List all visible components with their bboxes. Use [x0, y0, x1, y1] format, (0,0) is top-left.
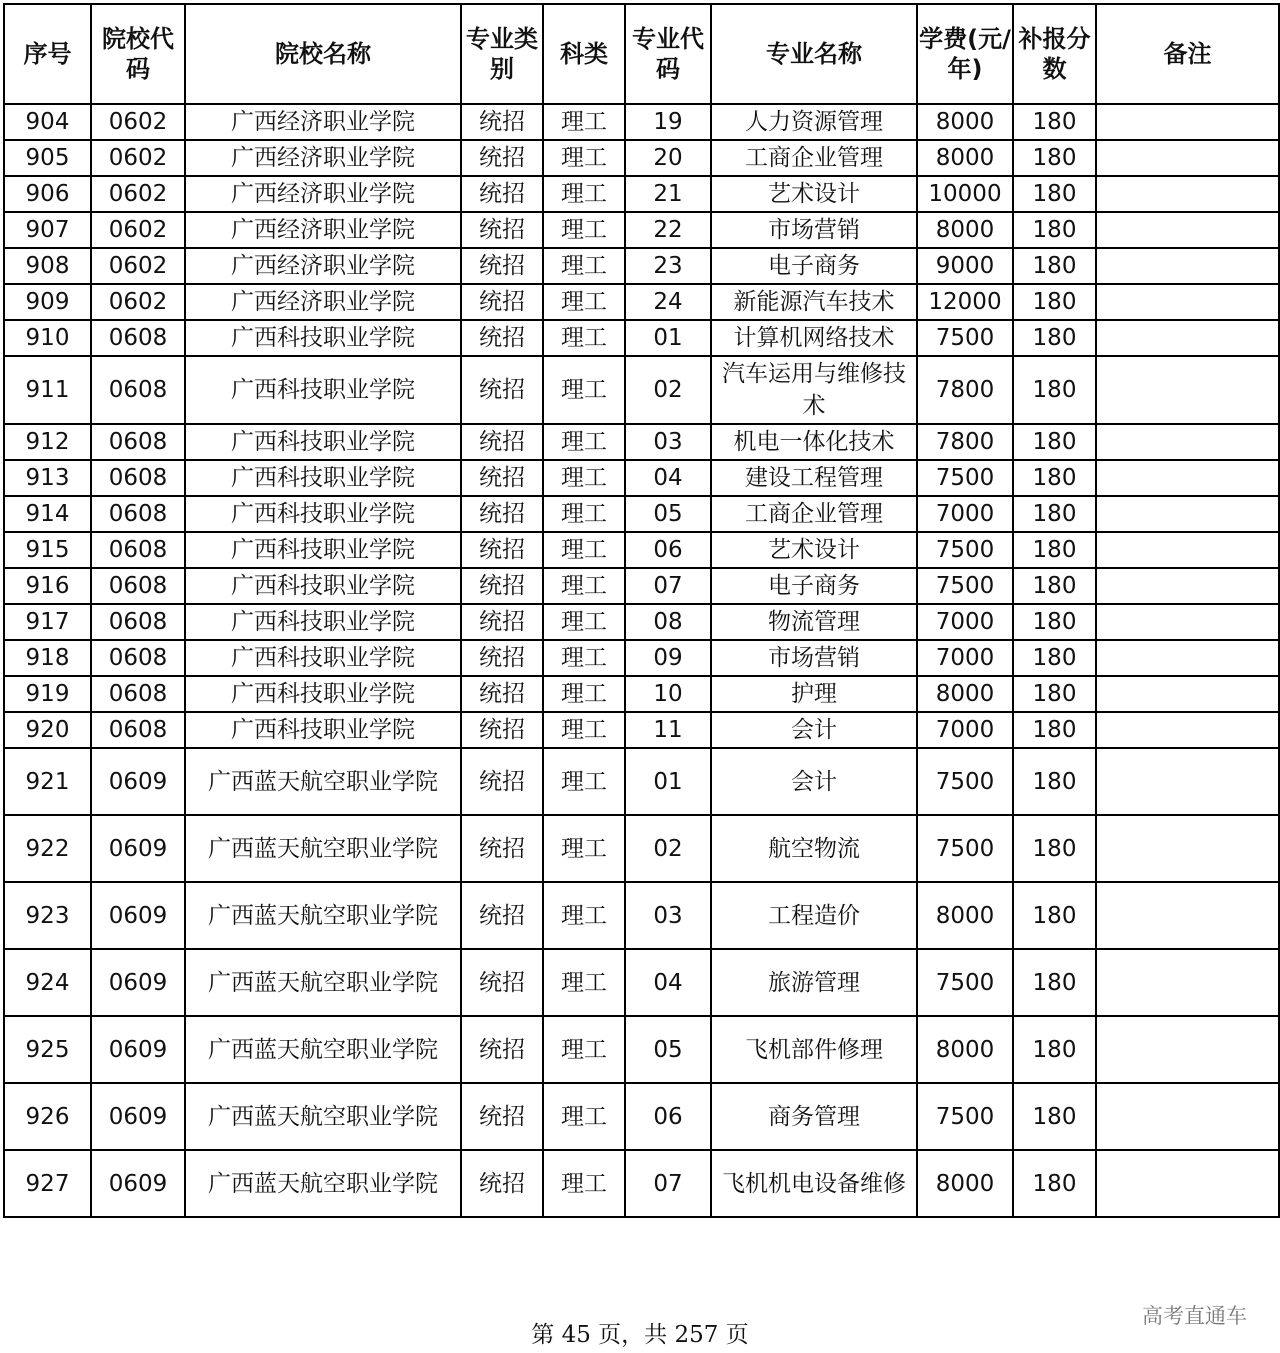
table-cell: 理工	[543, 284, 625, 320]
table-cell: 理工	[543, 212, 625, 248]
table-cell: 广西蓝天航空职业学院	[185, 815, 461, 882]
table-cell: 916	[4, 568, 91, 604]
table-row	[4, 568, 1279, 604]
table-row	[4, 815, 1279, 882]
table-cell	[1096, 496, 1279, 532]
table-cell: 市场营销	[711, 212, 917, 248]
table-cell: 180	[1013, 496, 1096, 532]
table-cell: 180	[1013, 676, 1096, 712]
table-cell: 理工	[543, 424, 625, 460]
table-cell: 统招	[461, 532, 543, 568]
table-cell	[1096, 140, 1279, 176]
table-cell: 广西科技职业学院	[185, 640, 461, 676]
table-cell	[1096, 604, 1279, 640]
table-cell: 180	[1013, 949, 1096, 1016]
table-cell	[1096, 320, 1279, 356]
table-cell: 180	[1013, 568, 1096, 604]
table-cell: 统招	[461, 604, 543, 640]
table-cell: 8000	[917, 104, 1013, 140]
table-cell: 180	[1013, 104, 1096, 140]
table-row	[4, 320, 1279, 356]
table-cell: 0608	[91, 568, 185, 604]
table-cell: 广西蓝天航空职业学院	[185, 1016, 461, 1083]
table-cell: 0609	[91, 1016, 185, 1083]
table-cell: 飞机机电设备维修	[711, 1150, 917, 1217]
table-cell: 7500	[917, 532, 1013, 568]
header-cell: 专业代码	[625, 4, 711, 104]
table-cell: 航空物流	[711, 815, 917, 882]
table-cell: 913	[4, 460, 91, 496]
table-cell: 918	[4, 640, 91, 676]
table-cell: 统招	[461, 1016, 543, 1083]
table-cell: 工商企业管理	[711, 496, 917, 532]
table-cell: 0608	[91, 320, 185, 356]
table-cell: 理工	[543, 748, 625, 815]
table-cell: 924	[4, 949, 91, 1016]
table-cell: 180	[1013, 532, 1096, 568]
table-cell: 19	[625, 104, 711, 140]
table-cell: 统招	[461, 284, 543, 320]
header-cell: 院校名称	[185, 4, 461, 104]
table-cell: 广西经济职业学院	[185, 176, 461, 212]
table-cell: 广西经济职业学院	[185, 248, 461, 284]
table-cell	[1096, 1150, 1279, 1217]
table-cell: 908	[4, 248, 91, 284]
table-cell: 理工	[543, 176, 625, 212]
table-cell: 0602	[91, 104, 185, 140]
table-cell: 12000	[917, 284, 1013, 320]
table-cell: 广西蓝天航空职业学院	[185, 1150, 461, 1217]
table-cell: 广西科技职业学院	[185, 604, 461, 640]
table-cell: 理工	[543, 815, 625, 882]
table-cell: 20	[625, 140, 711, 176]
page-footer: 第 45 页，共 257 页	[531, 1322, 749, 1348]
table-cell: 广西科技职业学院	[185, 532, 461, 568]
table-cell: 0609	[91, 882, 185, 949]
table-cell: 909	[4, 284, 91, 320]
table-cell: 03	[625, 882, 711, 949]
header-cell: 科类	[543, 4, 625, 104]
table-cell	[1096, 712, 1279, 748]
table-cell: 理工	[543, 460, 625, 496]
table-cell: 919	[4, 676, 91, 712]
table-cell: 923	[4, 882, 91, 949]
table-cell: 商务管理	[711, 1083, 917, 1150]
table-cell: 艺术设计	[711, 532, 917, 568]
table-cell: 0602	[91, 176, 185, 212]
table-cell: 理工	[543, 140, 625, 176]
table-cell: 统招	[461, 248, 543, 284]
header-cell: 专业名称	[711, 4, 917, 104]
watermark-text: 高考直通车	[1142, 1304, 1247, 1328]
table-cell: 23	[625, 248, 711, 284]
table-cell: 广西经济职业学院	[185, 104, 461, 140]
table-cell: 建设工程管理	[711, 460, 917, 496]
table-cell: 0602	[91, 140, 185, 176]
header-cell: 专业类别	[461, 4, 543, 104]
table-cell: 统招	[461, 748, 543, 815]
table-cell	[1096, 212, 1279, 248]
table-cell: 统招	[461, 356, 543, 424]
table-cell: 180	[1013, 748, 1096, 815]
table-cell: 0602	[91, 212, 185, 248]
table-cell: 11	[625, 712, 711, 748]
table-cell: 统招	[461, 320, 543, 356]
table-cell: 理工	[543, 568, 625, 604]
table-cell: 理工	[543, 248, 625, 284]
table-cell: 03	[625, 424, 711, 460]
table-cell: 24	[625, 284, 711, 320]
table-cell: 914	[4, 496, 91, 532]
table-cell: 180	[1013, 212, 1096, 248]
table-cell	[1096, 284, 1279, 320]
table-body	[4, 104, 1279, 1217]
table-cell: 会计	[711, 748, 917, 815]
table-cell: 7000	[917, 640, 1013, 676]
table-cell: 7500	[917, 949, 1013, 1016]
table-cell: 926	[4, 1083, 91, 1150]
table-cell: 912	[4, 424, 91, 460]
table-cell: 统招	[461, 140, 543, 176]
table-cell: 05	[625, 496, 711, 532]
table-cell: 04	[625, 949, 711, 1016]
table-cell: 180	[1013, 356, 1096, 424]
table-cell: 统招	[461, 1150, 543, 1217]
table-cell	[1096, 424, 1279, 460]
header-cell: 补报分数	[1013, 4, 1096, 104]
table-cell: 理工	[543, 320, 625, 356]
header-cell: 序号	[4, 4, 91, 104]
table-cell: 180	[1013, 460, 1096, 496]
table-cell	[1096, 532, 1279, 568]
table-row	[4, 496, 1279, 532]
table-cell	[1096, 248, 1279, 284]
table-cell: 广西经济职业学院	[185, 140, 461, 176]
table-cell: 旅游管理	[711, 949, 917, 1016]
table-row	[4, 212, 1279, 248]
table-cell: 市场营销	[711, 640, 917, 676]
table-cell: 电子商务	[711, 568, 917, 604]
table-cell: 8000	[917, 676, 1013, 712]
table-cell: 10000	[917, 176, 1013, 212]
table-row	[4, 104, 1279, 140]
table-cell: 180	[1013, 248, 1096, 284]
table-cell: 0609	[91, 1150, 185, 1217]
table-cell: 8000	[917, 212, 1013, 248]
table-cell: 0608	[91, 532, 185, 568]
table-cell: 180	[1013, 424, 1096, 460]
table-row	[4, 284, 1279, 320]
table-cell: 06	[625, 1083, 711, 1150]
table-cell: 统招	[461, 815, 543, 882]
table-cell: 917	[4, 604, 91, 640]
table-row	[4, 882, 1279, 949]
table-cell: 905	[4, 140, 91, 176]
table-cell: 22	[625, 212, 711, 248]
table-cell: 统招	[461, 640, 543, 676]
table-row	[4, 748, 1279, 815]
table-cell: 汽车运用与维修技术	[711, 356, 917, 424]
table-cell: 统招	[461, 676, 543, 712]
table-cell	[1096, 568, 1279, 604]
table-cell: 理工	[543, 1083, 625, 1150]
table-cell: 08	[625, 604, 711, 640]
table-cell: 180	[1013, 712, 1096, 748]
table-cell: 180	[1013, 140, 1096, 176]
header-cell: 备注	[1096, 4, 1279, 104]
table-cell: 工程造价	[711, 882, 917, 949]
table-cell: 0608	[91, 496, 185, 532]
table-row	[4, 356, 1279, 424]
table-cell: 7800	[917, 424, 1013, 460]
table-cell: 统招	[461, 949, 543, 1016]
admission-table	[3, 3, 1280, 1218]
table-cell: 统招	[461, 460, 543, 496]
table-cell: 护理	[711, 676, 917, 712]
table-cell	[1096, 1083, 1279, 1150]
table-cell	[1096, 104, 1279, 140]
table-cell: 9000	[917, 248, 1013, 284]
table-cell: 会计	[711, 712, 917, 748]
table-cell: 180	[1013, 1150, 1096, 1217]
table-cell: 0602	[91, 248, 185, 284]
table-cell	[1096, 356, 1279, 424]
table-cell	[1096, 460, 1279, 496]
table-cell: 0609	[91, 748, 185, 815]
table-row	[4, 1083, 1279, 1150]
table-cell	[1096, 748, 1279, 815]
table-cell: 理工	[543, 1016, 625, 1083]
table-cell: 广西科技职业学院	[185, 320, 461, 356]
table-cell: 0608	[91, 356, 185, 424]
table-cell: 925	[4, 1016, 91, 1083]
table-cell: 理工	[543, 882, 625, 949]
table-cell: 统招	[461, 176, 543, 212]
table-cell: 910	[4, 320, 91, 356]
table-cell: 01	[625, 320, 711, 356]
table-cell: 广西科技职业学院	[185, 568, 461, 604]
table-cell: 05	[625, 1016, 711, 1083]
table-cell: 180	[1013, 640, 1096, 676]
table-cell: 理工	[543, 1150, 625, 1217]
table-cell: 广西科技职业学院	[185, 676, 461, 712]
table-cell: 8000	[917, 140, 1013, 176]
table-cell: 统招	[461, 212, 543, 248]
table-cell: 02	[625, 356, 711, 424]
table-cell: 广西科技职业学院	[185, 356, 461, 424]
table-cell: 理工	[543, 712, 625, 748]
table-row	[4, 140, 1279, 176]
table-cell: 09	[625, 640, 711, 676]
table-cell: 21	[625, 176, 711, 212]
table-cell: 0608	[91, 676, 185, 712]
table-cell: 01	[625, 748, 711, 815]
table-cell: 02	[625, 815, 711, 882]
table-cell: 飞机部件修理	[711, 1016, 917, 1083]
table-cell: 人力资源管理	[711, 104, 917, 140]
table-cell: 广西科技职业学院	[185, 496, 461, 532]
table-cell: 7000	[917, 496, 1013, 532]
table-row	[4, 176, 1279, 212]
table-cell: 0609	[91, 1083, 185, 1150]
table-cell: 理工	[543, 949, 625, 1016]
table-cell	[1096, 640, 1279, 676]
table-cell: 920	[4, 712, 91, 748]
table-cell: 915	[4, 532, 91, 568]
table-cell: 904	[4, 104, 91, 140]
table-cell: 广西蓝天航空职业学院	[185, 748, 461, 815]
table-cell: 907	[4, 212, 91, 248]
table-row	[4, 640, 1279, 676]
table-cell: 04	[625, 460, 711, 496]
table-cell: 统招	[461, 424, 543, 460]
table-cell: 广西蓝天航空职业学院	[185, 882, 461, 949]
table-cell: 906	[4, 176, 91, 212]
table-cell: 180	[1013, 882, 1096, 949]
table-cell	[1096, 176, 1279, 212]
table-cell: 统招	[461, 568, 543, 604]
table-row	[4, 424, 1279, 460]
table-cell: 统招	[461, 712, 543, 748]
table-cell: 7500	[917, 815, 1013, 882]
table-cell: 广西经济职业学院	[185, 212, 461, 248]
table-cell: 7500	[917, 460, 1013, 496]
table-cell: 7500	[917, 748, 1013, 815]
table-cell: 理工	[543, 356, 625, 424]
table-cell: 统招	[461, 882, 543, 949]
table-row	[4, 949, 1279, 1016]
table-row	[4, 532, 1279, 568]
table-cell: 180	[1013, 284, 1096, 320]
table-cell: 0609	[91, 949, 185, 1016]
table-cell: 理工	[543, 532, 625, 568]
table-cell: 10	[625, 676, 711, 712]
table-cell	[1096, 949, 1279, 1016]
table-cell: 180	[1013, 604, 1096, 640]
table-row	[4, 1016, 1279, 1083]
table-cell: 广西经济职业学院	[185, 284, 461, 320]
table-cell: 07	[625, 568, 711, 604]
table-cell: 0602	[91, 284, 185, 320]
table-row	[4, 712, 1279, 748]
table-cell: 8000	[917, 1150, 1013, 1217]
table-cell	[1096, 882, 1279, 949]
table-cell: 0608	[91, 712, 185, 748]
table-cell: 7800	[917, 356, 1013, 424]
table-cell: 0608	[91, 424, 185, 460]
table-cell: 理工	[543, 676, 625, 712]
table-cell: 理工	[543, 640, 625, 676]
table-cell: 7500	[917, 320, 1013, 356]
table-cell: 06	[625, 532, 711, 568]
table-cell: 7000	[917, 712, 1013, 748]
table-cell: 统招	[461, 1083, 543, 1150]
table-cell: 0608	[91, 640, 185, 676]
table-row	[4, 460, 1279, 496]
table-cell: 新能源汽车技术	[711, 284, 917, 320]
table-cell: 理工	[543, 496, 625, 532]
table-cell: 921	[4, 748, 91, 815]
table-cell: 8000	[917, 882, 1013, 949]
table-cell: 理工	[543, 604, 625, 640]
table-cell: 广西蓝天航空职业学院	[185, 1083, 461, 1150]
table-header-row	[4, 4, 1279, 104]
table-cell: 7500	[917, 568, 1013, 604]
table-cell	[1096, 676, 1279, 712]
table-cell: 理工	[543, 104, 625, 140]
table-cell: 8000	[917, 1016, 1013, 1083]
table-cell: 广西科技职业学院	[185, 712, 461, 748]
table-cell: 7500	[917, 1083, 1013, 1150]
table-cell: 0608	[91, 460, 185, 496]
table-cell: 180	[1013, 1016, 1096, 1083]
table-cell: 911	[4, 356, 91, 424]
table-cell: 统招	[461, 104, 543, 140]
table-cell: 180	[1013, 1083, 1096, 1150]
table-row	[4, 248, 1279, 284]
table-cell: 7000	[917, 604, 1013, 640]
table-cell: 927	[4, 1150, 91, 1217]
table-cell: 广西科技职业学院	[185, 460, 461, 496]
table-cell: 机电一体化技术	[711, 424, 917, 460]
table-cell: 922	[4, 815, 91, 882]
table-cell: 0609	[91, 815, 185, 882]
table-cell	[1096, 815, 1279, 882]
table-row	[4, 1150, 1279, 1217]
table-cell: 广西蓝天航空职业学院	[185, 949, 461, 1016]
table-cell: 计算机网络技术	[711, 320, 917, 356]
table-cell: 统招	[461, 496, 543, 532]
table-cell: 电子商务	[711, 248, 917, 284]
table-cell: 物流管理	[711, 604, 917, 640]
table-row	[4, 604, 1279, 640]
table-cell: 0608	[91, 604, 185, 640]
table-cell: 艺术设计	[711, 176, 917, 212]
table-cell: 07	[625, 1150, 711, 1217]
table-row	[4, 676, 1279, 712]
table-cell	[1096, 1016, 1279, 1083]
header-cell: 院校代码	[91, 4, 185, 104]
table-cell: 180	[1013, 320, 1096, 356]
table-cell: 工商企业管理	[711, 140, 917, 176]
table-cell: 180	[1013, 815, 1096, 882]
table-cell: 180	[1013, 176, 1096, 212]
header-cell: 学费(元/年)	[917, 4, 1013, 104]
table-cell: 广西科技职业学院	[185, 424, 461, 460]
